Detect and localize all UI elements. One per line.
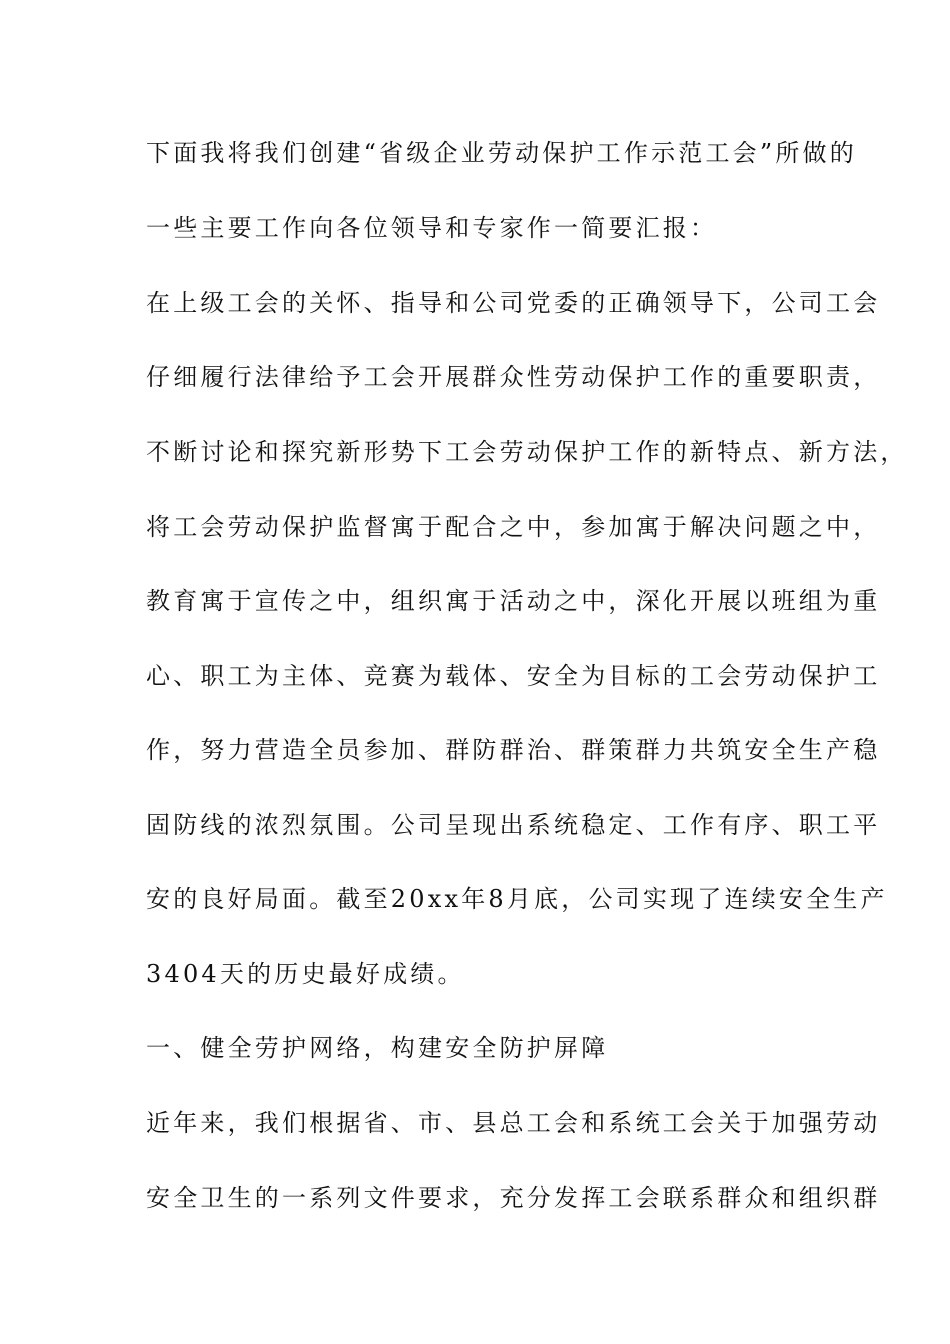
text-line: 安全卫生的一系列文件要求，充分发挥工会联系群众和组织群	[146, 1184, 881, 1212]
text-line: 教育寓于宣传之中，组织寓于活动之中，深化开展以班组为重	[146, 587, 881, 615]
text-line: 一些主要工作向各位领导和专家作一简要汇报：	[146, 214, 718, 242]
text-line: 在上级工会的关怀、指导和公司党委的正确领导下，公司工会	[146, 289, 881, 317]
section-heading: 一、健全劳护网络，构建安全防护屏障	[146, 1034, 609, 1062]
text-line: 心、职工为主体、竞赛为载体、安全为目标的工会劳动保护工	[146, 662, 881, 690]
text-line: 不断讨论和探究新形势下工会劳动保护工作的新特点、新方法，	[146, 438, 908, 466]
text-line: 作，努力营造全员参加、群防群治、群策群力共筑安全生产稳	[146, 736, 881, 764]
text-line: 仔细履行法律给予工会开展群众性劳动保护工作的重要职责，	[146, 363, 881, 391]
text-line: 下面我将我们创建“省级企业劳动保护工作示范工会”所做的	[146, 139, 857, 167]
text-line: 固防线的浓烈氛围。公司呈现出系统稳定、工作有序、职工平	[146, 811, 881, 839]
text-line: 近年来，我们根据省、市、县总工会和系统工会关于加强劳动	[146, 1109, 881, 1137]
text-line: 安的良好局面。截至20xx年8月底，公司实现了连续安全生产	[146, 885, 888, 913]
text-line: 3404天的历史最好成绩。	[146, 960, 465, 988]
text-line: 将工会劳动保护监督寓于配合之中，参加寓于解决问题之中，	[146, 513, 881, 541]
